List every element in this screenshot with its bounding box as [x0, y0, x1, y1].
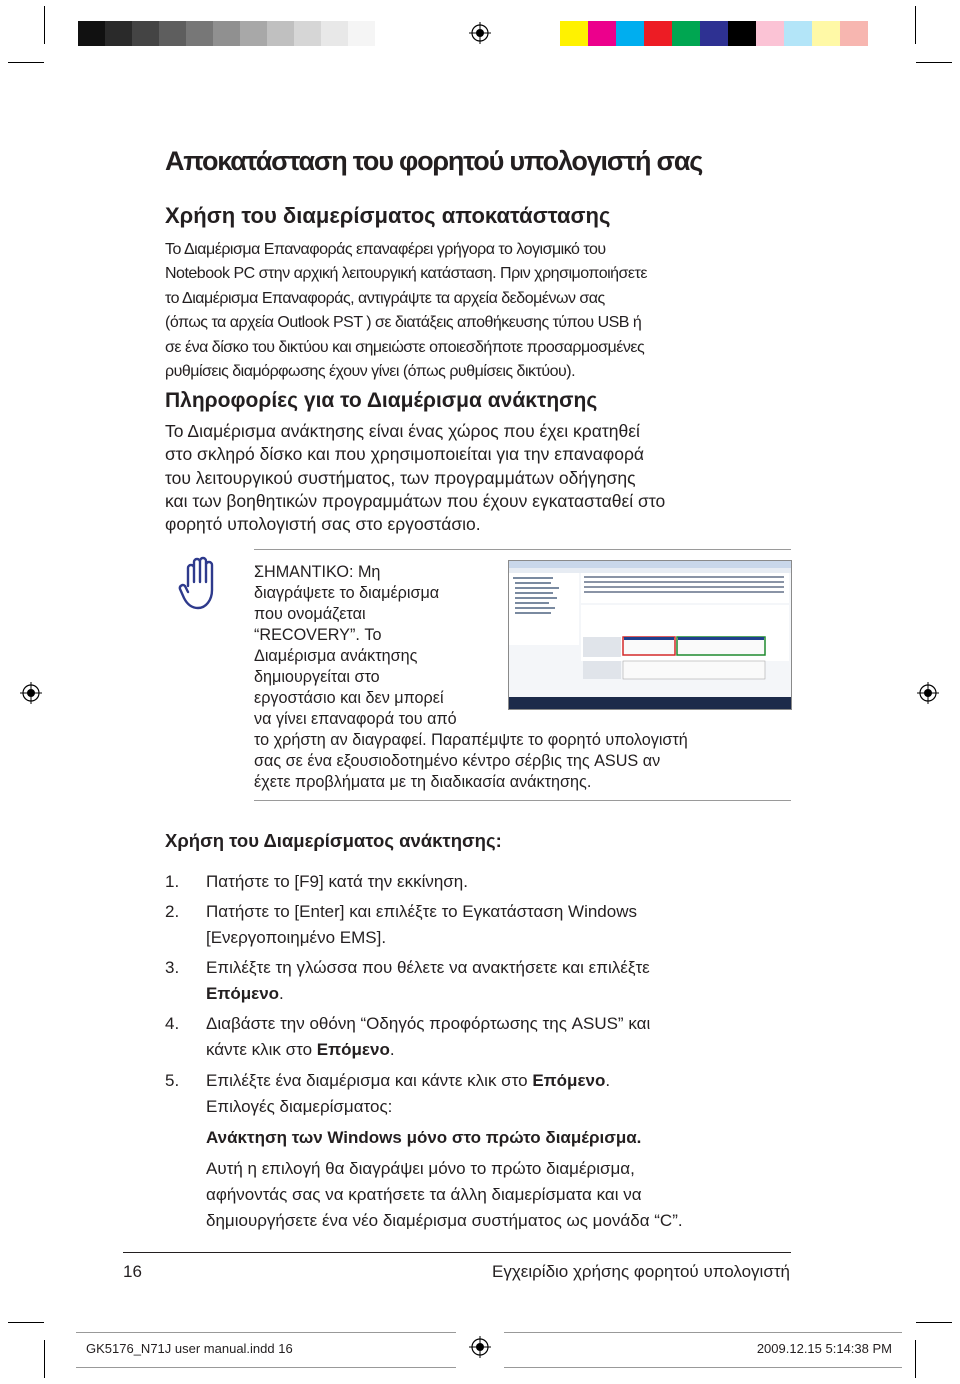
gray-swatch: [294, 21, 321, 46]
gray-swatch: [348, 21, 375, 46]
color-swatch: [672, 21, 700, 46]
footer-rule: [123, 1252, 791, 1253]
color-swatch: [644, 21, 672, 46]
color-swatch: [700, 21, 728, 46]
color-swatch: [784, 21, 812, 46]
section2-paragraph: Το Διαμέρισμα ανάκτησης είναι ένας χώρος που έχει κρατηθεί στο σκληρό δίσκο και που χρησιμοποιείται για την επαναφορά του λειτουργικού συστήματος, των προγραμμάτων οδήγησης και των βοηθητικών προγραμμάτων που έχουν εγκατασταθεί στο φορητό υπολογιστή σας στο εργοστάσιο.: [165, 421, 666, 535]
registration-mark-icon: [469, 1336, 491, 1358]
crop-mark: [8, 62, 44, 63]
gray-swatch: [186, 21, 213, 46]
registration-mark-icon: [917, 682, 939, 704]
note-bottom-rule: [254, 800, 791, 801]
crop-mark: [44, 1340, 45, 1378]
disk-management-thumbnail: [509, 561, 791, 709]
slug-filename: GK5176_N71J user manual.indd 16: [86, 1341, 293, 1356]
page-title: Αποκατάσταση του φορητού υπολογιστή σας: [165, 146, 703, 176]
footer-title: Εγχειρίδιο χρήσης φορητού υπολογιστή: [492, 1262, 790, 1281]
crop-mark: [916, 62, 952, 63]
color-swatch: [840, 21, 868, 46]
section-heading-recovery-usage: Χρήση του διαμερίσματος αποκατάστασης: [165, 203, 611, 228]
color-swatch: [756, 21, 784, 46]
section-heading-partition-info: Πληροφορίες για το Διαμέρισμα ανάκτησης: [165, 389, 598, 412]
gray-swatch: [105, 21, 132, 46]
color-swatch: [560, 21, 588, 46]
slug-timestamp: 2009.12.15 5:14:38 PM: [756, 1341, 892, 1356]
gray-swatch: [213, 21, 240, 46]
gray-swatch: [78, 21, 105, 46]
registration-mark-icon: [20, 682, 42, 704]
color-swatch: [616, 21, 644, 46]
gray-swatch: [159, 21, 186, 46]
page-number: 16: [123, 1262, 142, 1281]
registration-mark-icon: [469, 22, 491, 44]
option-title: Ανάκτηση των Windows μόνο στο πρώτο διαμέρισμα.: [206, 1128, 642, 1147]
gray-swatch: [240, 21, 267, 46]
hand-icon: [178, 556, 222, 612]
gray-swatch: [267, 21, 294, 46]
color-swatch: [812, 21, 840, 46]
section1-paragraph: Το Διαμέρισμα Επαναφοράς επαναφέρει γρήγορα το λογισμικό του Notebook PC στην αρχική λειτουργική κατάσταση. Πριν χρησιμοποιήσετε το Διαμέρισμα Επαναφοράς, αντιγράψτε τα αρχεία δεδομένων σας (όπως τα αρχεία Outlook PST ) σε διατάξεις αποθήκευσης τύπου USB ή σε ένα δίσκο του δικτύου και σημειώστε οποιεσδήποτε προσαρμοσμένες ρυθμίσεις διαμόρφωσης έχουν γίνει (όπως ρυθμίσεις δικτύου).: [165, 241, 648, 381]
crop-mark: [915, 6, 916, 44]
crop-mark: [44, 6, 45, 44]
disk-management-screenshot: [508, 560, 792, 710]
important-note: ΣΗΜΑΝΤΙΚΟ: Μη διαγράψετε το διαμέρισμα που ονομάζεται “RECOVERY”. Το Διαμέρισμα ανάκτησης δημιουργείται στο εργοστάσιο και δεν μπορεί να γίνει επαναφορά του από το χρήστη αν διαγραφεί. Παραπέμψτε το φορητό υπολογιστή σας σε ένα εξουσιοδοτημένο κέντρο σέρβις της ASUS αν έχετε προβλήματα με τη διαδικασία ανάκτησης.: [254, 563, 688, 791]
note-top-rule: [254, 549, 791, 550]
gray-swatch: [321, 21, 348, 46]
option-description: Αυτή η επιλογή θα διαγράψει μόνο το πρώτο διαμέρισμα, αφήνοντάς σας να κρατήσετε τα άλλη διαμερίσματα και να δημιουργήσετε ένα νέο διαμέρισμα συστήματος ως μονάδα “C”.: [206, 1159, 683, 1230]
color-swatch: [728, 21, 756, 46]
crop-mark: [915, 1340, 916, 1378]
gray-swatch: [132, 21, 159, 46]
section-heading-steps: Χρήση του Διαμερίσματος ανάκτησης:: [165, 830, 502, 851]
crop-mark: [8, 1322, 44, 1323]
crop-mark: [916, 1322, 952, 1323]
color-swatch: [588, 21, 616, 46]
